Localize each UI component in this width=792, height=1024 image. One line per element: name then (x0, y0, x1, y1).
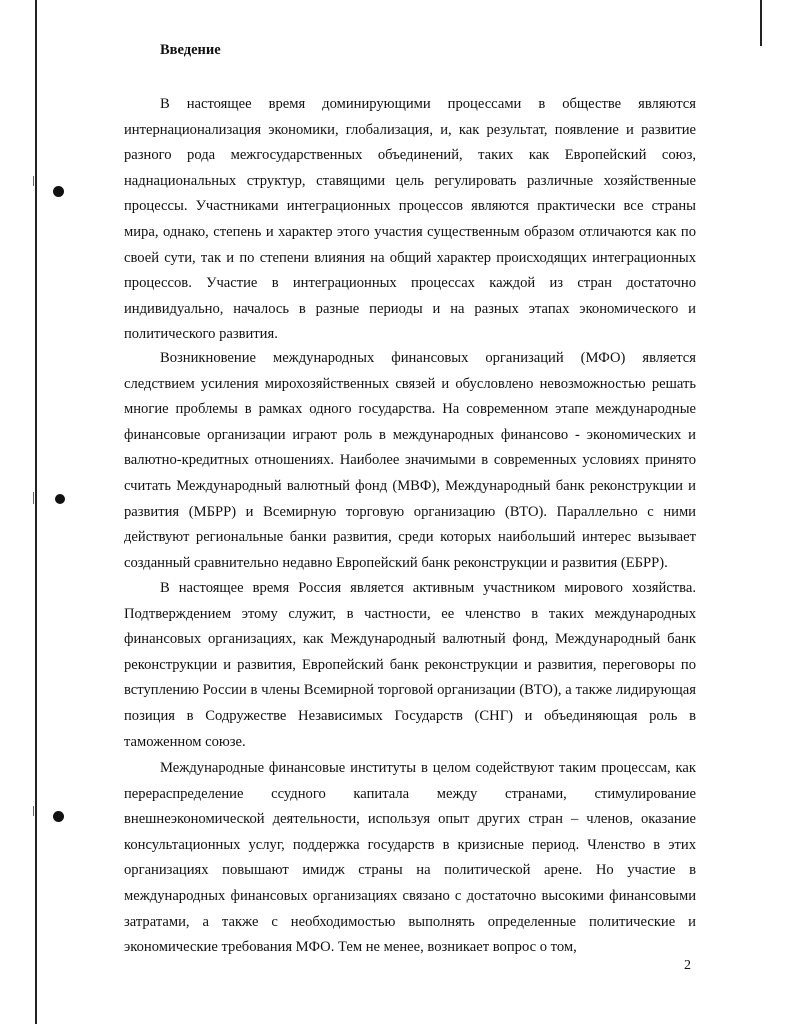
punch-hole-top (53, 186, 64, 197)
scan-tick-3 (33, 806, 34, 816)
section-heading: Введение (160, 42, 221, 58)
scan-tick-1 (33, 176, 34, 186)
scan-edge-right (760, 0, 762, 46)
punch-hole-bottom (53, 811, 64, 822)
paragraph-4: Международные финансовые институты в целом содействуют таким процессам, как перераспределение ссудного капитала между странами, стимулирование внешнеэкономической деятельности, используя опыт других стран – членов, оказание консультационных услуг, поддержка государств в кризисные период. Членство в этих организациях повышают имидж страны на политической арене. Но участие в международных финансовых организациях связано с достаточно высокими финансовыми затратами, а также с необходимостью выполнять определенные политические и экономические требования МФО. Тем не менее, возникает вопрос о том, (124, 760, 696, 956)
paragraph-1: В настоящее время доминирующими процессами в обществе являются интернационализация экономики, глобализация, и, как результат, появление и развитие разного рода межгосударственных объединений, таких как Европейский союз, наднациональных структур, ставящими цель регулировать различные хозяйственные процессы. Участниками интеграционных процессов являются практически все страны мира, однако, степень и характер этого участия существенным образом отличаются как по своей сути, так и по степени влияния на общий характер происходящих интеграционных процессов. Участие в интеграционных процессах каждой из стран достаточно индивидуально, началось в разные периоды и на разных этапах экономического и политического развития. (124, 96, 696, 343)
scan-tick-2 (33, 492, 34, 504)
scan-edge-left (35, 0, 37, 1024)
paragraph-3: В настоящее время Россия является активным участником мирового хозяйства. Подтверждением этому служит, в частности, ее членство в таких международных финансовых организациях, как Международный валютный фонд, Международный банк реконструкции и развития, Европейский банк реконструкции и развития, переговоры по вступлению России в члены Всемирной торговой организации (ВТО), а также лидирующая позиция в Содружестве Независимых Государств (СНГ) и объединяющая роль в таможенном союзе. (124, 580, 696, 750)
paragraph-2: Возникновение международных финансовых организаций (МФО) является следствием усиления мирохозяйственных связей и обусловлено невозможностью решать многие проблемы в рамках одного государства. На современном этапе международные финансовые организации играют роль в международных финансово - экономических и валютно-кредитных отношениях. Наиболее значимыми в современных условиях принято считать Международный валютный фонд (МВФ), Международный банк реконструкции и развития (МБРР) и Всемирную торговую организацию (ВТО). Параллельно с ними действуют региональные банки развития, среди которых наибольший интерес вызывает созданный сравнительно недавно Европейский банк реконструкции и развития (ЕБРР). (124, 350, 696, 571)
punch-hole-middle (55, 494, 65, 504)
page-number: 2 (684, 958, 691, 973)
